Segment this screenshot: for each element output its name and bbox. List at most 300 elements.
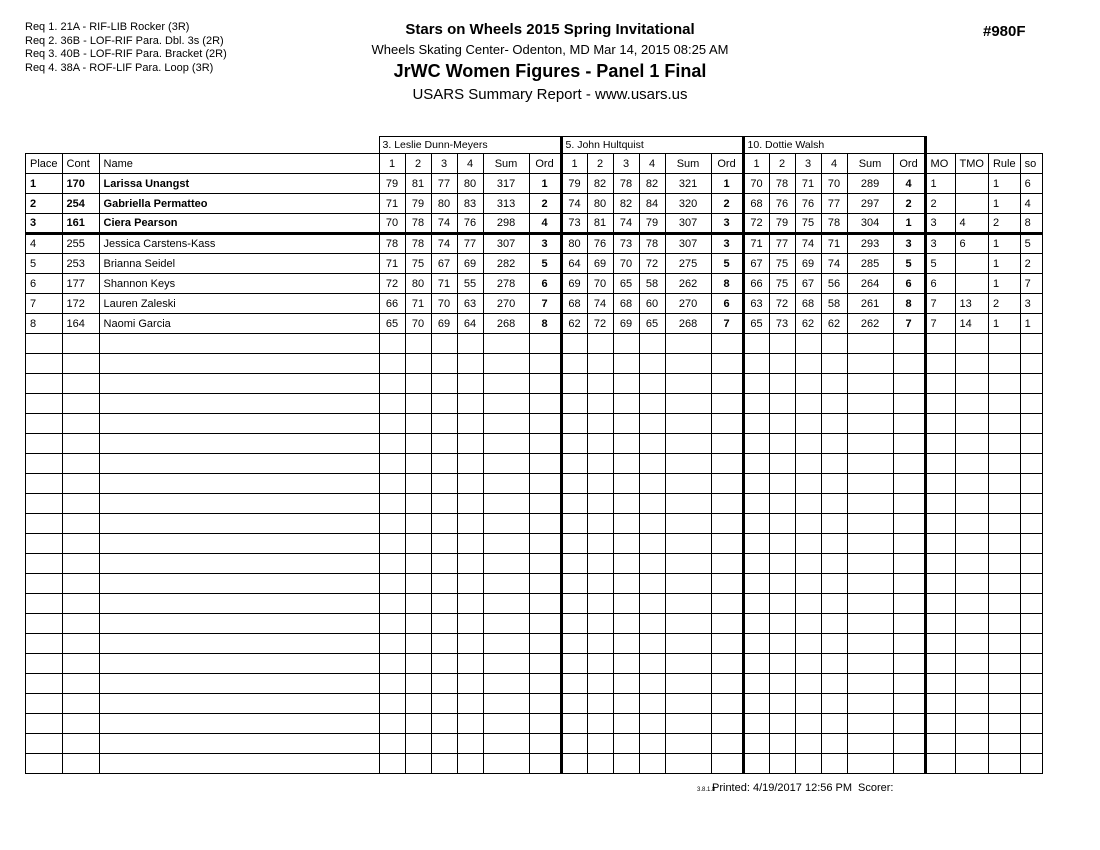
empty-cell (893, 514, 925, 534)
score-cell: 72 (587, 314, 613, 334)
empty-cell (379, 714, 405, 734)
empty-cell (405, 514, 431, 534)
cont-cell: 170 (62, 174, 99, 194)
col-header-right: MO (925, 154, 955, 174)
place-cell: 8 (26, 314, 63, 334)
empty-cell (821, 554, 847, 574)
so-cell: 8 (1020, 214, 1042, 234)
empty-row (26, 434, 1043, 454)
empty-cell (483, 534, 529, 554)
score-cell: 71 (821, 234, 847, 254)
score-cell: 68 (743, 194, 769, 214)
empty-cell (955, 654, 988, 674)
place-cell: 2 (26, 194, 63, 214)
empty-cell (795, 694, 821, 714)
empty-cell (743, 414, 769, 434)
empty-cell (665, 514, 711, 534)
empty-cell (847, 754, 893, 774)
empty-cell (483, 414, 529, 434)
empty-cell (99, 754, 379, 774)
score-cell: 81 (405, 174, 431, 194)
empty-cell (711, 754, 743, 774)
empty-cell (1020, 634, 1042, 654)
mo-cell: 2 (925, 194, 955, 214)
empty-cell (795, 594, 821, 614)
place-cell: 3 (26, 214, 63, 234)
sum-cell: 264 (847, 274, 893, 294)
empty-cell (431, 574, 457, 594)
empty-cell (587, 594, 613, 614)
empty-cell (955, 694, 988, 714)
empty-cell (457, 594, 483, 614)
empty-cell (821, 454, 847, 474)
score-cell: 75 (769, 254, 795, 274)
empty-cell (743, 354, 769, 374)
empty-cell (26, 374, 63, 394)
empty-cell (711, 634, 743, 654)
score-cell: 58 (821, 294, 847, 314)
empty-cell (847, 454, 893, 474)
empty-cell (431, 654, 457, 674)
empty-cell (561, 474, 587, 494)
score-cell: 75 (769, 274, 795, 294)
name-cell: Jessica Carstens-Kass (99, 234, 379, 254)
empty-cell (457, 334, 483, 354)
empty-cell (743, 614, 769, 634)
empty-cell (665, 394, 711, 414)
score-cell: 78 (405, 214, 431, 234)
ord-cell: 2 (529, 194, 561, 214)
col-header-score: 3 (795, 154, 821, 174)
empty-row (26, 574, 1043, 594)
empty-cell (1020, 374, 1042, 394)
empty-cell (769, 414, 795, 434)
empty-cell (613, 534, 639, 554)
score-cell: 79 (405, 194, 431, 214)
ord-cell: 8 (711, 274, 743, 294)
empty-cell (99, 614, 379, 634)
score-cell: 69 (457, 254, 483, 274)
col-header-score: 3 (613, 154, 639, 174)
table-row (26, 234, 1043, 254)
name-cell: Gabriella Permatteo (99, 194, 379, 214)
empty-cell (379, 654, 405, 674)
sum-cell: 317 (483, 174, 529, 194)
empty-cell (1020, 334, 1042, 354)
empty-cell (99, 554, 379, 574)
empty-cell (955, 354, 988, 374)
so-cell: 4 (1020, 194, 1042, 214)
empty-cell (99, 334, 379, 354)
empty-cell (665, 674, 711, 694)
empty-cell (529, 414, 561, 434)
empty-cell (988, 634, 1020, 654)
sum-cell: 268 (483, 314, 529, 334)
score-cell: 66 (379, 294, 405, 314)
empty-cell (587, 754, 613, 774)
rule-cell: 1 (988, 254, 1020, 274)
empty-cell (561, 574, 587, 594)
empty-cell (26, 334, 63, 354)
empty-cell (483, 394, 529, 414)
empty-cell (26, 734, 63, 754)
empty-cell (405, 434, 431, 454)
so-cell: 6 (1020, 174, 1042, 194)
empty-cell (1020, 494, 1042, 514)
so-cell: 5 (1020, 234, 1042, 254)
empty-cell (613, 414, 639, 434)
empty-cell (379, 614, 405, 634)
empty-cell (925, 574, 955, 594)
empty-cell (665, 614, 711, 634)
empty-cell (26, 414, 63, 434)
empty-cell (639, 354, 665, 374)
empty-cell (587, 414, 613, 434)
empty-cell (26, 714, 63, 734)
sum-cell: 268 (665, 314, 711, 334)
empty-cell (711, 434, 743, 454)
so-cell: 7 (1020, 274, 1042, 294)
empty-cell (62, 474, 99, 494)
score-cell: 78 (405, 234, 431, 254)
empty-cell (431, 434, 457, 454)
empty-cell (529, 454, 561, 474)
empty-cell (711, 574, 743, 594)
score-cell: 78 (639, 234, 665, 254)
empty-cell (587, 694, 613, 714)
score-cell: 71 (743, 234, 769, 254)
empty-cell (529, 674, 561, 694)
empty-cell (431, 614, 457, 634)
empty-cell (99, 374, 379, 394)
empty-cell (769, 334, 795, 354)
empty-cell (405, 574, 431, 594)
empty-cell (587, 574, 613, 594)
empty-cell (847, 394, 893, 414)
score-cell: 79 (769, 214, 795, 234)
empty-cell (639, 634, 665, 654)
empty-cell (925, 494, 955, 514)
empty-cell (431, 514, 457, 534)
empty-cell (795, 354, 821, 374)
empty-cell (457, 674, 483, 694)
ord-cell: 6 (711, 294, 743, 314)
score-cell: 81 (587, 214, 613, 234)
name-cell: Larissa Unangst (99, 174, 379, 194)
score-cell: 73 (769, 314, 795, 334)
score-cell: 70 (379, 214, 405, 234)
col-header-score: 4 (821, 154, 847, 174)
empty-cell (925, 694, 955, 714)
empty-row (26, 554, 1043, 574)
empty-cell (639, 654, 665, 674)
requirement-line: Req 3. 40B - LOF-RIF Para. Bracket (2R) (25, 48, 227, 60)
empty-cell (62, 454, 99, 474)
empty-cell (769, 514, 795, 534)
col-header-right: so (1020, 154, 1042, 174)
score-cell: 78 (379, 234, 405, 254)
empty-cell (62, 394, 99, 414)
empty-cell (955, 494, 988, 514)
empty-row (26, 734, 1043, 754)
sum-cell: 270 (483, 294, 529, 314)
empty-cell (613, 594, 639, 614)
empty-cell (431, 634, 457, 654)
col-header-score: 2 (587, 154, 613, 174)
empty-cell (769, 714, 795, 734)
empty-cell (457, 614, 483, 634)
empty-cell (665, 334, 711, 354)
score-cell: 67 (431, 254, 457, 274)
empty-cell (483, 514, 529, 534)
empty-cell (988, 474, 1020, 494)
score-cell: 69 (587, 254, 613, 274)
empty-cell (62, 494, 99, 514)
score-cell: 83 (457, 194, 483, 214)
ord-cell: 6 (893, 274, 925, 294)
col-header-score: Sum (483, 154, 529, 174)
ord-cell: 5 (893, 254, 925, 274)
empty-cell (795, 474, 821, 494)
empty-cell (925, 434, 955, 454)
empty-cell (1020, 614, 1042, 634)
empty-row (26, 494, 1043, 514)
score-cell: 78 (769, 174, 795, 194)
empty-cell (431, 674, 457, 694)
score-cell: 72 (379, 274, 405, 294)
empty-cell (893, 334, 925, 354)
empty-cell (561, 714, 587, 734)
empty-cell (925, 394, 955, 414)
score-cell: 80 (561, 234, 587, 254)
empty-cell (925, 454, 955, 474)
empty-cell (62, 374, 99, 394)
empty-cell (587, 434, 613, 454)
empty-cell (821, 614, 847, 634)
empty-cell (769, 354, 795, 374)
empty-cell (26, 514, 63, 534)
empty-cell (457, 514, 483, 534)
score-cell: 76 (457, 214, 483, 234)
empty-cell (893, 494, 925, 514)
score-cell: 77 (431, 174, 457, 194)
score-cell: 65 (743, 314, 769, 334)
empty-cell (431, 394, 457, 414)
col-header-score: 3 (431, 154, 457, 174)
empty-cell (743, 454, 769, 474)
empty-cell (925, 474, 955, 494)
score-cell: 66 (743, 274, 769, 294)
empty-cell (483, 614, 529, 634)
empty-cell (405, 354, 431, 374)
empty-cell (795, 454, 821, 474)
empty-cell (925, 614, 955, 634)
empty-cell (665, 474, 711, 494)
empty-cell (743, 534, 769, 554)
empty-cell (925, 634, 955, 654)
score-cell: 69 (561, 274, 587, 294)
empty-cell (847, 494, 893, 514)
empty-cell (483, 714, 529, 734)
empty-cell (561, 494, 587, 514)
empty-cell (379, 754, 405, 774)
place-cell: 1 (26, 174, 63, 194)
score-cell: 67 (743, 254, 769, 274)
empty-cell (62, 694, 99, 714)
empty-cell (405, 374, 431, 394)
empty-cell (988, 654, 1020, 674)
sum-cell: 262 (665, 274, 711, 294)
score-cell: 68 (613, 294, 639, 314)
score-cell: 75 (795, 214, 821, 234)
empty-row (26, 654, 1043, 674)
mo-cell: 3 (925, 234, 955, 254)
empty-cell (988, 414, 1020, 434)
empty-cell (665, 454, 711, 474)
printed-timestamp: Printed: 4/19/2017 12:56 PM (712, 782, 853, 794)
score-cell: 69 (613, 314, 639, 334)
tmo-cell: 14 (955, 314, 988, 334)
empty-cell (529, 394, 561, 414)
empty-cell (26, 634, 63, 654)
empty-cell (769, 454, 795, 474)
empty-cell (743, 334, 769, 354)
empty-cell (769, 574, 795, 594)
empty-cell (795, 334, 821, 354)
empty-cell (988, 454, 1020, 474)
empty-cell (26, 534, 63, 554)
empty-cell (847, 514, 893, 534)
empty-cell (529, 334, 561, 354)
empty-cell (587, 374, 613, 394)
ord-cell: 5 (711, 254, 743, 274)
sum-cell: 313 (483, 194, 529, 214)
empty-cell (613, 334, 639, 354)
empty-cell (925, 674, 955, 694)
score-cell: 71 (795, 174, 821, 194)
empty-cell (587, 334, 613, 354)
empty-row (26, 474, 1043, 494)
empty-cell (587, 734, 613, 754)
empty-cell (711, 654, 743, 674)
empty-cell (26, 674, 63, 694)
empty-cell (711, 334, 743, 354)
empty-cell (743, 754, 769, 774)
empty-cell (821, 714, 847, 734)
empty-cell (821, 394, 847, 414)
empty-cell (379, 374, 405, 394)
empty-cell (457, 374, 483, 394)
empty-cell (743, 674, 769, 694)
empty-cell (613, 614, 639, 634)
results-table (25, 136, 1043, 774)
score-cell: 65 (379, 314, 405, 334)
empty-cell (711, 494, 743, 514)
name-cell: Shannon Keys (99, 274, 379, 294)
empty-cell (62, 674, 99, 694)
empty-cell (988, 494, 1020, 514)
empty-cell (587, 494, 613, 514)
empty-cell (769, 734, 795, 754)
empty-cell (639, 734, 665, 754)
empty-cell (711, 674, 743, 694)
empty-cell (925, 654, 955, 674)
score-cell: 72 (743, 214, 769, 234)
score-cell: 64 (457, 314, 483, 334)
empty-cell (26, 354, 63, 374)
empty-cell (529, 574, 561, 594)
cont-cell: 172 (62, 294, 99, 314)
requirement-line: Req 4. 38A - ROF-LIF Para. Loop (3R) (25, 61, 214, 74)
empty-cell (26, 694, 63, 714)
empty-cell (639, 374, 665, 394)
empty-cell (483, 454, 529, 474)
empty-cell (1020, 514, 1042, 534)
empty-cell (821, 594, 847, 614)
empty-cell (1020, 574, 1042, 594)
empty-cell (379, 574, 405, 594)
empty-cell (847, 354, 893, 374)
score-cell: 82 (639, 174, 665, 194)
empty-cell (379, 454, 405, 474)
empty-cell (639, 694, 665, 714)
empty-cell (405, 474, 431, 494)
empty-cell (379, 494, 405, 514)
rule-cell: 1 (988, 314, 1020, 334)
empty-cell (483, 374, 529, 394)
empty-cell (893, 674, 925, 694)
empty-cell (769, 634, 795, 654)
empty-cell (457, 694, 483, 714)
empty-cell (639, 614, 665, 634)
empty-cell (955, 714, 988, 734)
empty-cell (955, 414, 988, 434)
empty-row (26, 634, 1043, 654)
rule-cell: 1 (988, 274, 1020, 294)
empty-cell (62, 594, 99, 614)
empty-cell (847, 334, 893, 354)
empty-cell (988, 734, 1020, 754)
empty-cell (587, 614, 613, 634)
empty-cell (769, 554, 795, 574)
empty-cell (529, 534, 561, 554)
score-cell: 71 (405, 294, 431, 314)
empty-cell (711, 394, 743, 414)
empty-cell (925, 354, 955, 374)
empty-cell (529, 694, 561, 714)
empty-cell (711, 414, 743, 434)
empty-cell (821, 674, 847, 694)
empty-cell (405, 334, 431, 354)
empty-cell (99, 734, 379, 754)
empty-cell (711, 354, 743, 374)
empty-cell (99, 594, 379, 614)
score-cell: 79 (379, 174, 405, 194)
empty-cell (587, 514, 613, 534)
name-cell: Lauren Zaleski (99, 294, 379, 314)
empty-cell (769, 694, 795, 714)
empty-cell (405, 634, 431, 654)
empty-cell (529, 594, 561, 614)
sum-cell: 307 (665, 234, 711, 254)
empty-cell (1020, 594, 1042, 614)
rule-cell: 2 (988, 214, 1020, 234)
score-cell: 80 (431, 194, 457, 214)
empty-cell (795, 714, 821, 734)
tmo-cell: 4 (955, 214, 988, 234)
empty-cell (26, 574, 63, 594)
empty-cell (26, 454, 63, 474)
